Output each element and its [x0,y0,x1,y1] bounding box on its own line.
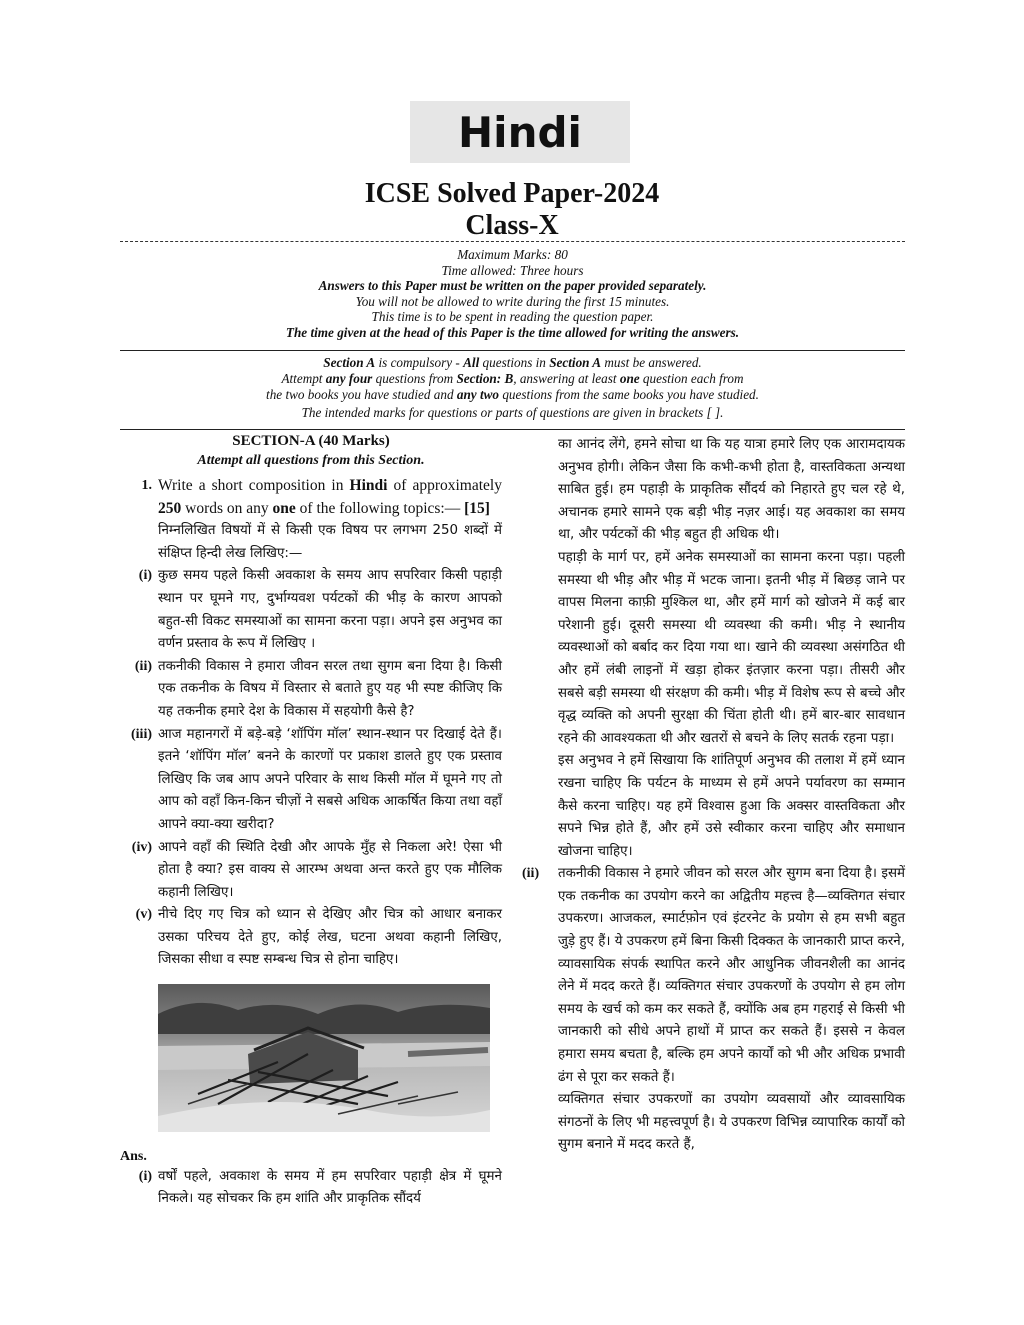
no-write-note: You will not be allowed to write during the first 15 minutes. [355,293,670,309]
time-given-note: The time given at the head of this Paper is the time allowed for writing the answers. [285,324,740,340]
exam-instructions [120,247,905,341]
rule-line-4: The intended marks for questions or parts of questions are given in brackets [ ]. [301,405,724,420]
max-marks: Maximum Marks: 80 [457,247,568,262]
subject-banner [410,101,630,163]
reading-time-note: This time is to be spent in reading the question paper. [371,309,654,325]
rule-line [120,350,905,351]
dashed-divider [120,241,905,242]
rule-line-3: the two books you have studied and any two questions from the same books you have studied. [266,387,759,402]
question-1-hindi: निम्नलिखित विषयों में से किसी एक विषय पर लगभग 250 शब्दों में संक्षिप्त हिन्दी लेख लिखिए:— [158,523,502,561]
answer-i: (i) वर्षों पहले, अवकाश के समय में हम सपरिवार पहाड़ी क्षेत्र में घूमने निकले। यह सोचकर कि हम शांति और प्राकृतिक सौंदर्य [138,1168,502,1207]
paper-title: ICSE Solved Paper-2024 [364,178,660,209]
section-rules [120,355,905,421]
question-1-english: Write a short composition in Hindi of approximately 250 words on any one of the following topics:— [15] [158,477,502,517]
class-title: Class-X [465,210,559,241]
flood-photo [158,984,490,1132]
question-number: 1. [141,478,152,493]
option-ii: (ii) तकनीकी विकास ने हमारा जीवन सरल तथा सुगम बना दिया है। किसी एक तकनीक के विषय में विस्तार से बताते हुए यह भी स्पष्ट कीजिए कि यह तकनीक हमारे देश के विकास में सहयोगी कैसे है? [134,658,502,719]
rule-line-2: Attempt any four questions from Section: B, answering at least one question each from [281,371,744,386]
answers-note: Answers to this Paper must be written on the paper provided separately. [318,278,707,294]
subject-title: Hindi [458,107,582,157]
answer-i-conclusion: इस अनुभव ने हमें सिखाया कि शांतिपूर्ण अनुभव की तलाश में हमें ध्यान रखना चाहिए कि पर्यटन के माध्यम से हमें अपने पर्यावरण का सम्मान कैसे करना चाहिए। यह हमें विश्वास हुआ कि अक्सर वास्तविकता और सपने भिन्न होते हैं, और हमें उसे स्वीकार करना चाहिए और समाधान खोजना चाहिए। [558,753,905,859]
left-column [120,432,502,1211]
answer-label: Ans. [120,1148,147,1164]
answer-i-problems: पहाड़ी के मार्ग पर, हमें अनेक समस्याओं का सामना करना पड़ा। पहली समस्या थी भीड़ और भीड़ में भटक जाना। इतनी भीड़ में बिछड़ जाने पर वापस मिलना काफ़ी मुश्किल था, और हमें मार्ग को खोजने में कई बार परेशानी हुई। दूसरी समस्या थी व्यवस्था की कमी। भीड़ ने स्थानीय व्यवस्थाओं को बर्बाद कर दिया गया था। खाने की व्यवस्था असंगठित थी और हमें लंबी लाइनों में खड़ा होकर इंतज़ार करना पड़ा। तीसरी और सबसे बड़ी समस्या थी संरक्षण की कमी। भीड़ में विशेष रूप से बच्चे और वृद्ध व्यक्ति को अपनी सुरक्षा की चिंता होती थी। हमें बार-बार सावधान रहने की आवश्यकता थी और खतरों से बचने के लिए सतर्क रहना पड़ा। [558,549,905,746]
answer-i-continued: का आनंद लेंगे, हमने सोचा था कि यह यात्रा हमारे लिए एक आरामदायक अनुभव होगी। लेकिन जैसा कि कभी-कभी होता है, वास्तविकता अन्यथा साबित हुई। हम पहाड़ी के प्राकृतिक सौंदर्य को निहारते हुए चल रहे थे, अचानक हमारे सामने एक बड़ी भीड़ नज़र आई। यह अवकाश का समय था, और पर्यटकों की भीड़ बहुत ही अधिक थी। [558,437,905,543]
option-v: (v) नीचे दिए गए चित्र को ध्यान से देखिए और चित्र को आधार बनाकर उसका परिचय देते हुए, कोई लेख, घटना अथवा कहानी लिखिए, जिसका सीधा व स्पष्ट सम्बन्ध चित्र से होना चाहिए। [135,907,502,968]
option-iii: (iii) आज महानगरों में बड़े-बड़े ‘शॉपिंग मॉल’ स्थान-स्थान पर दिखाई देते हैं। इतने ‘शॉपिंग मॉल’ बनने के कारणों पर प्रकाश डालते हुए एक प्रस्ताव लिखिए कि जब आप अपने परिवार के साथ किसी मॉल में घूमने गए तो आप को वहाँ किन-किन चीज़ों ने सबसे अधिक आकर्षित किया तथा वहाँ आपने क्या-क्या खरीदा? [131,726,502,832]
rule-line-1: Section A is compulsory - All questions in Section A must be answered. [323,355,702,370]
answer-ii: (ii) तकनीकी विकास ने हमारे जीवन को सरल और सुगम बना दिया है। इसमें एक तकनीक का उपयोग करने का अद्वितीय महत्त्व है—व्यक्तिगत संचार उपकरण। आजकल, स्मार्टफ़ोन एवं इंटरनेट के प्रयोग से हम सभी बहुत जुड़े हुए हैं। ये उपकरण हमें बिना किसी दिक्कत के जानकारी प्राप्त करने, व्यावसायिक संपर्क स्थापित करने और आधुनिक जीवनशैली का आनंद लेने में मदद करते हैं। व्यक्तिगत संचार उपकरणों के उपयोग से हम लोग समय के खर्च को कम कर सकते हैं, क्योंकि अब हम गहराई से किसी भी जानकारी को सीधे अपने हाथों में प्राप्त कर सकते हैं। इससे न केवल हमारा समय बचता है, बल्कि हम अपने कार्यों को भी और अधिक प्रभावी ढंग से पूरा कर सकते हैं। व्यक्तिगत संचार उपकरणों का उपयोग व्यवसायों और व्यावसायिक संगठनों के लिए भी महत्त्वपूर्ण है। ये उपकरण विभिन्न व्यापारिक कार्यों को सुगम बनाने में मदद करते हैं, [522,866,905,1153]
question-1 [120,475,502,565]
rule-line [120,429,905,430]
time-allowed: Time allowed: Three hours [441,262,584,278]
option-iv: (iv) आपने वहाँ की स्थिति देखी और आपके मुँह से निकला अरे! ऐसा भी होता है क्या? इस वाक्य से आरम्भ अथवा अन्त करते हुए एक मौलिक कहानी लिखिए। [131,839,502,900]
section-subheading: Attempt all questions from this Section. [197,453,425,468]
option-i: (i) कुछ समय पहले किसी अवकाश के समय आप सपरिवार किसी पहाड़ी स्थान पर घूमने गए, दुर्भाग्यवश पर्यटकों की भीड़ के कारण आपको बहुत-सी विकट समस्याओं का सामना करना पड़ा। अपने इस अनुभव का वर्णन प्रस्ताव के रूप में लिखिए । [138,568,502,652]
section-heading: SECTION-A (40 Marks) [232,433,390,449]
right-column [522,434,905,1157]
